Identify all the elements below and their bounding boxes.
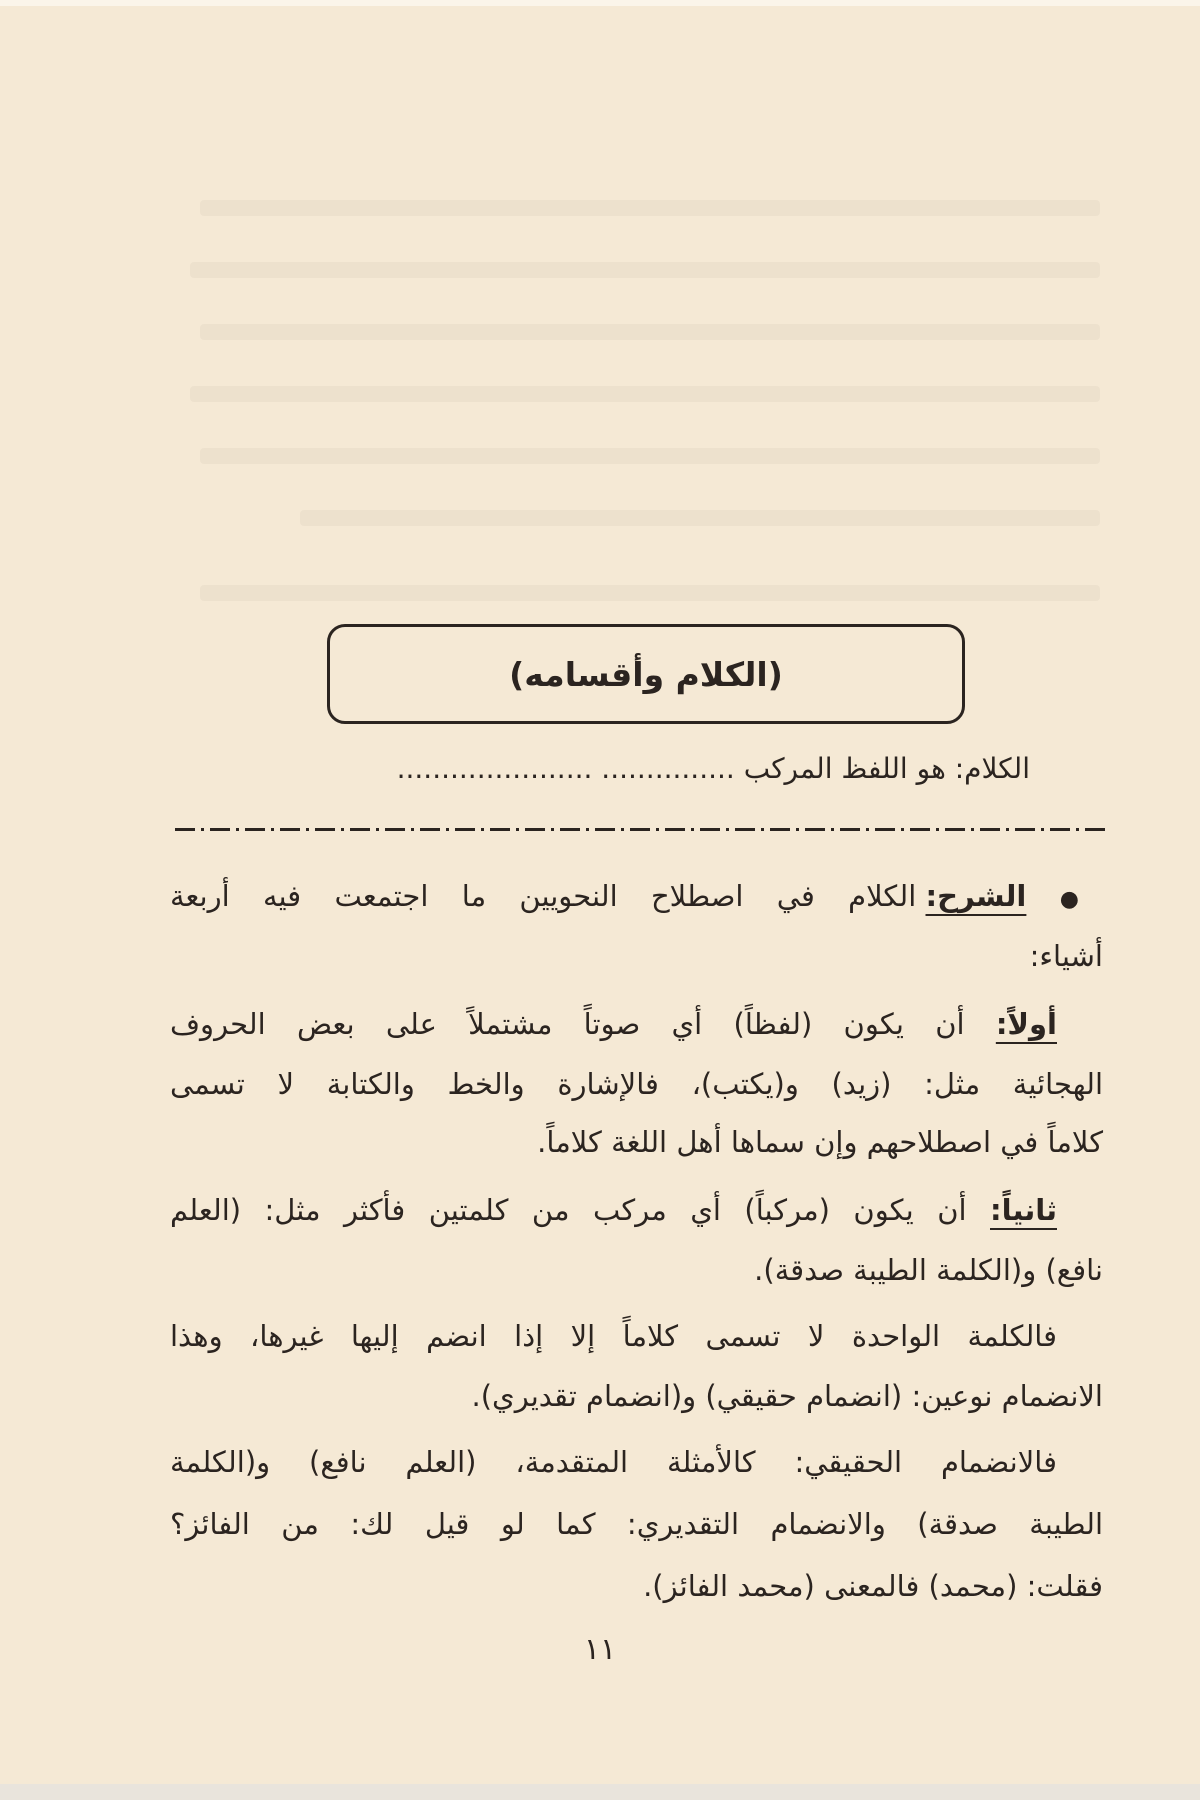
chapter-heading-box [327,624,965,724]
commentary-line-8: فالكلمة الواحدة لا تسمى كلاماً إلا إذا انضم إليها غيرها، وهذا [170,1319,1057,1353]
commentary-line-12: فقلت: (محمد) فالمعنى (محمد الفائز). [643,1569,1103,1603]
commentary-line-3 [170,1000,1103,1048]
bleed-through-text [200,324,1100,340]
commentary-line-1 [170,872,1103,924]
commentary-text: أن يكون (مركباً) أي مركب من كلمتين فأكثر مثل: (العلم [170,1193,990,1227]
second-condition-label: ثانياً: [990,1193,1057,1227]
bleed-through-text [200,200,1100,216]
first-condition-label: أولاً: [995,1007,1057,1041]
dash-dot-divider [170,828,1105,831]
commentary-line-7: نافع) و(الكلمة الطيبة صدقة). [754,1253,1103,1287]
commentary-line-10: فالانضمام الحقيقي: كالأمثلة المتقدمة، (العلم نافع) و(الكلمة [170,1445,1057,1479]
page-number: ١١ [583,1632,617,1667]
definition-line [170,752,1030,785]
commentary-line-6 [170,1186,1103,1234]
commentary-line-9: الانضمام نوعين: (انضمام حقيقي) و(انضمام تقديري). [471,1379,1103,1413]
bleed-through-text [190,262,1100,278]
definition-dots: ............... ...................... [396,752,744,785]
bleed-through-text [200,585,1100,601]
bleed-through-text [190,386,1100,402]
bleed-through-text [200,448,1100,464]
commentary-text: الكلام في اصطلاح النحويين ما اجتمعت فيه أربعة [170,879,926,913]
commentary-line-2: أشياء: [1029,939,1103,973]
page-bottom-edge [0,1784,1200,1800]
definition-text: الكلام: هو اللفظ المركب [743,752,1030,785]
commentary-line-5: كلاماً في اصطلاحهم وإن سماها أهل اللغة كلاماً. [537,1125,1103,1159]
commentary-line-4: الهجائية مثل: (زيد) و(يكتب)، فالإشارة والخط والكتابة لا تسمى [170,1067,1103,1101]
chapter-heading: (الكلام وأقسامه) [509,654,783,694]
page-top-edge [0,0,1200,6]
commentary-label: الشرح: [925,879,1027,913]
bleed-through-text [300,510,1100,526]
bullet-icon: ● [1059,887,1103,912]
commentary-text: أن يكون (لفظاً) أي صوتاً مشتملاً على بعض الحروف [170,1007,996,1041]
commentary-line-11: الطيبة صدقة) والانضمام التقديري: كما لو قيل لك: من الفائز؟ [170,1507,1103,1541]
